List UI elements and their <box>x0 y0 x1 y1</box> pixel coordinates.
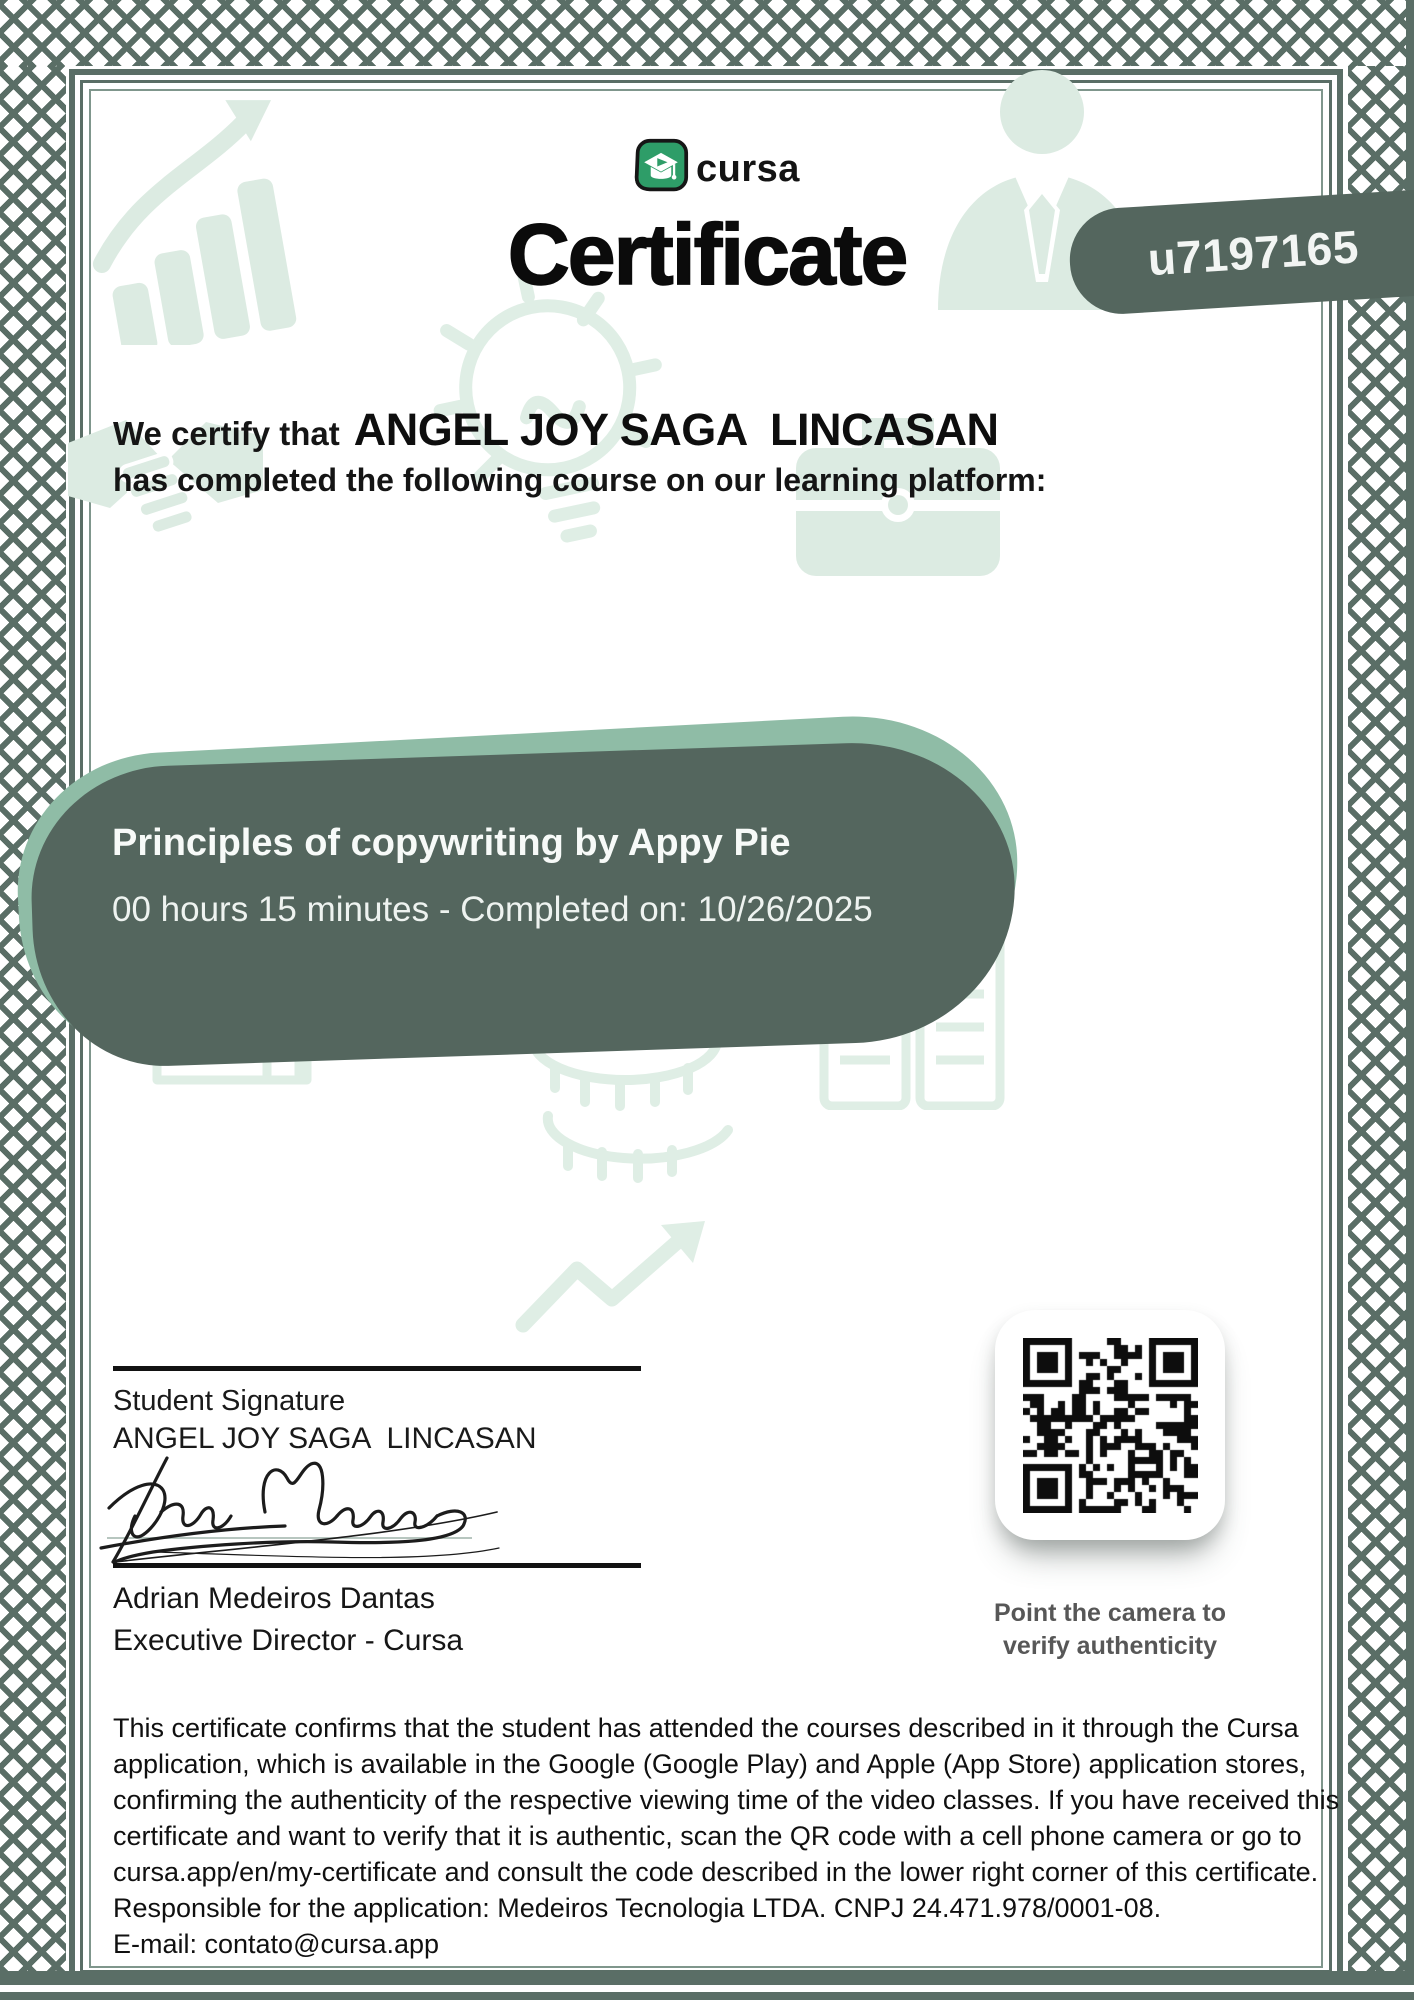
footer-line: This certificate confirms that the student has attended the courses described in it through the Cursa <box>113 1713 1299 1743</box>
course-title: Principles of copywriting by Appy Pie <box>112 822 791 864</box>
signature-rule-bottom <box>113 1563 641 1568</box>
student-signature-label: Student Signature <box>113 1385 346 1417</box>
director-title: Executive Director - Cursa <box>113 1624 464 1657</box>
border-edge-bottom <box>0 1992 1414 2000</box>
border-pattern-top <box>0 0 1414 66</box>
student-name: ANGEL JOY SAGA LINCASAN <box>353 404 999 455</box>
certify-line-2: has completed the following course on our learning platform: <box>113 462 1047 498</box>
border-band-bottom <box>0 1971 1414 1985</box>
director-signature-drawing <box>95 1450 505 1575</box>
certify-line-1 <box>113 404 999 456</box>
certify-prefix: We certify that <box>113 415 340 452</box>
qr-card <box>995 1310 1225 1540</box>
signature-rule-top <box>113 1366 641 1371</box>
qr-caption <box>960 1597 1260 1663</box>
certificate-code: u7197165 <box>1146 220 1361 286</box>
brand-name: cursa <box>696 147 800 190</box>
footer-line: Responsible for the application: Medeiros Tecnologia LTDA. CNPJ 24.471.978/0001-08. <box>113 1893 1162 1923</box>
qr-caption-line-2: verify authenticity <box>1003 1632 1217 1660</box>
border-pattern-left <box>0 66 66 1971</box>
certificate-title: Certificate <box>507 207 907 303</box>
qr-code <box>1023 1338 1198 1513</box>
student-signature-name: ANGEL JOY SAGA LINCASAN <box>113 1422 537 1455</box>
course-details: 00 hours 15 minutes - Completed on: 10/26/2025 <box>112 890 873 929</box>
growth-arrow-icon <box>515 1215 715 1335</box>
footer-line: cursa.app/en/my-certificate and consult the code described in the lower right corner of this certificate. <box>113 1857 1319 1887</box>
border-pattern-right <box>1348 66 1406 1971</box>
footer-disclaimer <box>113 1710 1340 1962</box>
qr-caption-line-1: Point the camera to <box>994 1599 1226 1627</box>
footer-line: E-mail: contato@cursa.app <box>113 1929 440 1959</box>
graduation-cap-play-icon <box>633 138 689 194</box>
footer-line: certificate and want to verify that it is authentic, scan the QR code with a cell phone camera or go to <box>113 1821 1302 1851</box>
footer-line: confirming the authenticity of the respective viewing time of the video classes. If you have received this <box>113 1785 1340 1815</box>
director-name: Adrian Medeiros Dantas <box>113 1582 435 1615</box>
footer-line: application, which is available in the Google (Google Play) and Apple (App Store) application stores, <box>113 1749 1307 1779</box>
cursa-logo <box>633 138 800 194</box>
